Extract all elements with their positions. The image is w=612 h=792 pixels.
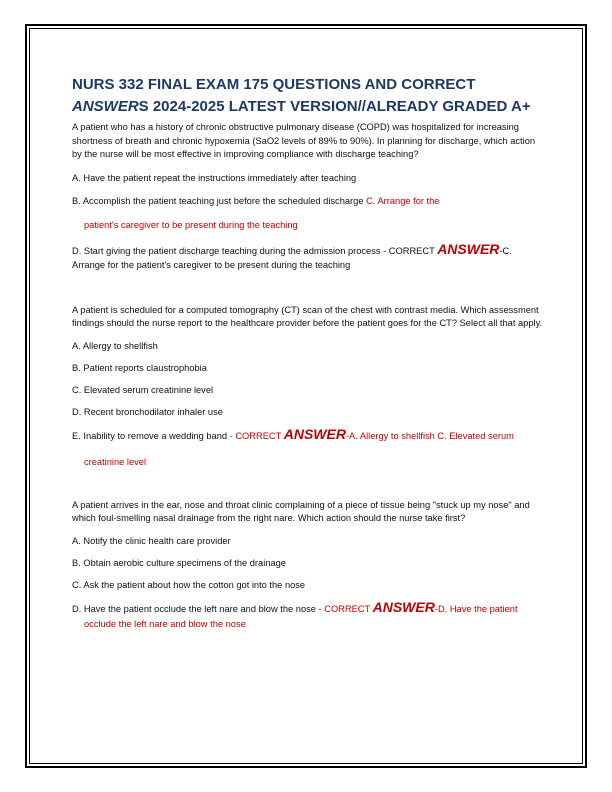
question-2-option-a: A. Allergy to shellfish: [72, 340, 158, 351]
question-2-correct-prefix: - CORRECT: [229, 430, 282, 441]
question-2-answer-label: ANSWER: [283, 425, 346, 442]
question-3-stem: A patient arrives in the ear, nose and throat clinic complaining of a piece of tissue being "stuck up my nose" and which foul-smelling nasal drainage from the right nare. Which action should the nurse take first?: [72, 499, 530, 523]
question-1-answer-text: Arrange for the patient's caregiver to be present during the teaching: [72, 259, 351, 270]
question-3-option-d: [72, 600, 546, 617]
question-1-answer-tail: -C.: [499, 245, 512, 256]
question-1-option-d: [72, 242, 546, 272]
question-1-option-c: C. Arrange for the: [366, 195, 440, 206]
question-3-answer-continued: occlude the left nare and blow the nose: [84, 618, 246, 629]
question-2-option-e-text: E. Inability to remove a wedding band: [72, 430, 228, 441]
question-2-stem: A patient is scheduled for a computed tomography (CT) scan of the chest with contrast media. Which assessment findings should the nurse report to the healthcare provider before the patient goes for the CT? Select all that apply.: [72, 304, 543, 328]
title-italic-word: ANSWER: [72, 98, 139, 115]
document-title: [72, 74, 546, 118]
document-content: [72, 74, 546, 631]
question-1-option-a: A. Have the patient repeat the instructions immediately after teaching: [72, 172, 357, 183]
question-3-answer-tail: -D. Have the patient: [434, 603, 518, 614]
question-2-option-c: C. Elevated serum creatinine level: [72, 384, 214, 395]
question-2-answer-tail: -A. Allergy to shellfish C. Elevated serum: [345, 430, 514, 441]
question-1-option-d-text: D. Start giving the patient discharge teaching during the admission process - CORRECT: [72, 245, 435, 256]
question-1-option-c-continued: patient's caregiver to be present during the teaching: [84, 219, 298, 230]
question-2-answer-continued: creatinine level: [84, 456, 147, 467]
question-1-answer-label: ANSWER: [437, 240, 500, 257]
question-3-option-b: B. Obtain aerobic culture specimens of the drainage: [72, 557, 286, 568]
question-2-option-e: [72, 427, 546, 444]
title-line-1: NURS 332 FINAL EXAM 175 QUESTIONS AND CORRECT: [72, 76, 476, 93]
question-3-option-d-text: D. Have the patient occlude the left nare and blow the nose: [72, 603, 316, 614]
question-2: [72, 304, 546, 469]
title-line-2: S 2024-2025 LATEST VERSION//ALREADY GRADED A+: [138, 98, 531, 115]
question-3-correct-prefix: - CORRECT: [318, 603, 371, 614]
question-3-option-c: C. Ask the patient about how the cotton got into the nose: [72, 579, 306, 590]
question-1-option-b: [72, 195, 546, 208]
question-1: [72, 121, 546, 272]
question-1-stem: A patient who has a history of chronic obstructive pulmonary disease (COPD) was hospitalized for increasing shortness of breath and chronic hypoxemia (SaO2 levels of 89% to 90%). In planning for discharge, which action by the nurse will be most effective in improving compliance with discharge teaching?: [72, 122, 536, 159]
question-2-option-d: D. Recent bronchodilator inhaler use: [72, 406, 223, 417]
question-3-option-a: A. Notify the clinic health care provider: [72, 535, 231, 546]
question-3: [72, 499, 546, 631]
question-3-answer-label: ANSWER: [372, 598, 435, 615]
question-2-option-b: B. Patient reports claustrophobia: [72, 362, 207, 373]
question-1-option-b-text: B. Accomplish the patient teaching just before the scheduled discharge: [72, 195, 364, 206]
